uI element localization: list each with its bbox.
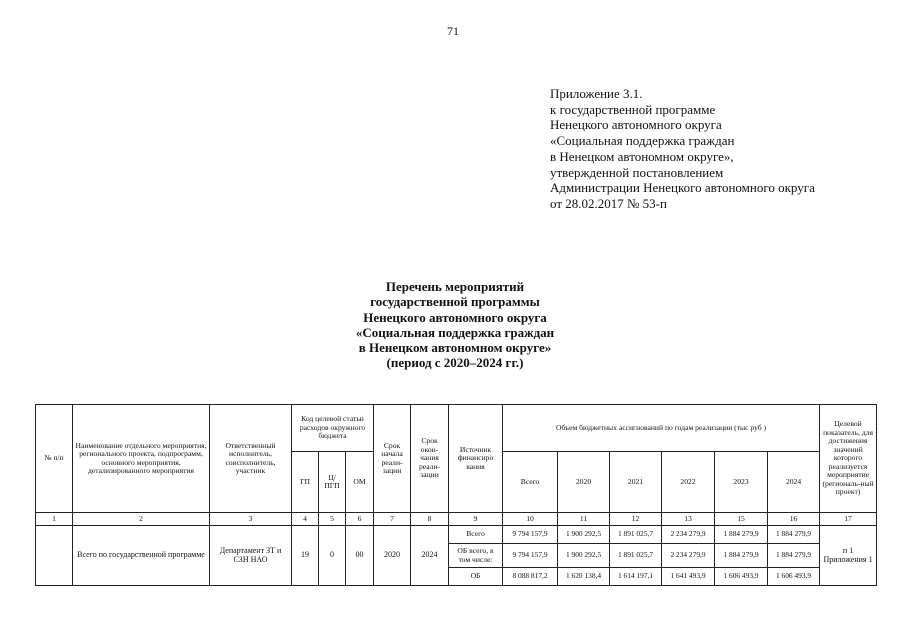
header-year-2023: 2023 xyxy=(715,452,768,513)
column-number: 7 xyxy=(374,513,411,526)
header-indicator: Целевой показатель, для достижения значений которого реализуется мероприятие (региональ-ный проект) xyxy=(820,405,877,513)
header-year-2021: 2021 xyxy=(610,452,662,513)
program-indicator: п 1 Приложения 1 xyxy=(820,526,877,586)
column-number: 9 xyxy=(449,513,503,526)
value-2022: 1 641 493,9 xyxy=(662,568,715,586)
header-source: Источник финансиро вания xyxy=(449,405,503,513)
value-2023: 1 884 279,9 xyxy=(715,526,768,544)
program-num-cell xyxy=(36,526,73,586)
appendix-line: «Социальная поддержка граждан xyxy=(550,133,735,149)
header-end: Срок окон-чания реали-зации xyxy=(411,405,449,513)
header-year-2024: 2024 xyxy=(768,452,820,513)
column-number: 12 xyxy=(610,513,662,526)
program-executor: Департамент ЗТ и СЗН НАО xyxy=(210,526,292,586)
appendix-line: Администрации Ненецкого автономного округа xyxy=(550,180,815,196)
budget-table xyxy=(35,404,877,586)
header-row xyxy=(36,405,877,452)
value-2024: 1 884 279,9 xyxy=(768,526,820,544)
program-code-gp: 19 xyxy=(292,526,319,586)
appendix-line: в Ненецком автономном округе», xyxy=(550,148,734,164)
column-number: 11 xyxy=(558,513,610,526)
value-2024: 1 606 493,9 xyxy=(768,568,820,586)
value-2023: 1 606 493,9 xyxy=(715,568,768,586)
column-number: 6 xyxy=(346,513,374,526)
appendix-line: утвержденной постановлением xyxy=(550,164,724,180)
title-line: Ненецкого автономного округа xyxy=(363,309,547,325)
column-number: 2 xyxy=(73,513,210,526)
column-number: 13 xyxy=(662,513,715,526)
appendix-line: Ненецкого автономного округа xyxy=(550,117,722,133)
program-end: 2024 xyxy=(411,526,449,586)
column-number: 1 xyxy=(36,513,73,526)
header-code-group: Код целевой статьи расходов окружного бюджета xyxy=(292,405,374,452)
title-line: (период с 2020–2024 гг.) xyxy=(386,355,524,371)
header-code-om: ОМ xyxy=(346,452,374,513)
appendix-note xyxy=(550,86,815,212)
source-cell: ОБ xyxy=(449,568,503,586)
table-row xyxy=(36,526,877,544)
page-number: 71 xyxy=(447,24,459,38)
appendix-line: от 28.02.2017 № 53-п xyxy=(550,195,667,211)
column-number: 5 xyxy=(319,513,346,526)
column-number: 10 xyxy=(503,513,558,526)
header-total: Всего xyxy=(503,452,558,513)
column-number: 17 xyxy=(820,513,877,526)
source-cell: Всего xyxy=(449,526,503,544)
value-2022: 2 234 279,9 xyxy=(662,544,715,568)
column-number: 3 xyxy=(210,513,292,526)
program-start: 2020 xyxy=(374,526,411,586)
value-2020: 1 620 138,4 xyxy=(558,568,610,586)
program-code-om: 00 xyxy=(346,526,374,586)
column-number: 8 xyxy=(411,513,449,526)
appendix-line: Приложение 3.1. xyxy=(550,86,643,101)
value-total: 9 794 157,9 xyxy=(503,526,558,544)
header-year-2022: 2022 xyxy=(662,452,715,513)
value-2021: 1 614 197,1 xyxy=(610,568,662,586)
title-line: государственной программы xyxy=(370,294,540,310)
value-2020: 1 900 292,5 xyxy=(558,544,610,568)
header-code-cpgp: Ц/ ПГП xyxy=(319,452,346,513)
column-number: 16 xyxy=(768,513,820,526)
column-number: 4 xyxy=(292,513,319,526)
value-2021: 1 891 025,7 xyxy=(610,544,662,568)
value-2020: 1 900 292,5 xyxy=(558,526,610,544)
header-num: № п/п xyxy=(36,405,73,513)
value-total: 9 794 157,9 xyxy=(503,544,558,568)
program-code-cpgp: 0 xyxy=(319,526,346,586)
title-line: «Социальная поддержка граждан xyxy=(355,324,555,340)
title-line: в Ненецком автономном округе» xyxy=(358,340,552,356)
source-cell: ОБ всего, в том числе: xyxy=(449,544,503,568)
value-total: 8 088 817,2 xyxy=(503,568,558,586)
column-number: 15 xyxy=(715,513,768,526)
column-number-row xyxy=(36,513,877,526)
appendix-line: к государственной программе xyxy=(550,101,716,117)
value-2024: 1 884 279,9 xyxy=(768,544,820,568)
header-budget-group: Объем бюджетных ассигнований по годам реализации (тыс руб ) xyxy=(503,405,820,452)
title-line: Перечень мероприятий xyxy=(385,279,525,294)
program-name: Всего по государственной программе xyxy=(73,526,210,586)
header-year-2020: 2020 xyxy=(558,452,610,513)
header-executor: Ответственный исполнитель, соисполнитель, участник xyxy=(210,405,292,513)
value-2021: 1 891 025,7 xyxy=(610,526,662,544)
header-name: Наименование отдельного мероприятия, регионального проекта, подпрограмм, основного мероприятия, детализированного мероприятия xyxy=(73,405,210,513)
value-2022: 2 234 279,9 xyxy=(662,526,715,544)
header-code-gp: ГП xyxy=(292,452,319,513)
document-title xyxy=(250,279,660,371)
value-2023: 1 884 279,9 xyxy=(715,544,768,568)
header-start: Срок начала реали-зации xyxy=(374,405,411,513)
